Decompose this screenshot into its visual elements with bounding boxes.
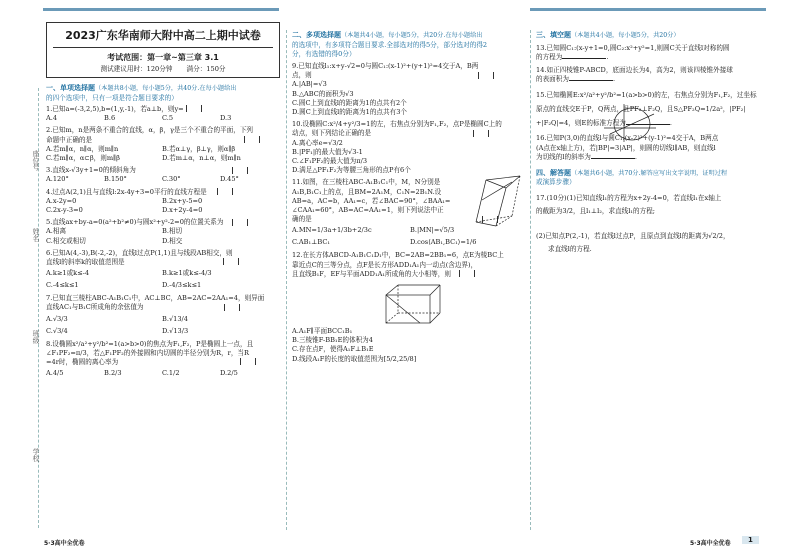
option-c[interactable]: C.圆C上到直线l的距离为1的点共有2个 <box>292 98 407 107</box>
footer-right-brand: 5·3高中全优卷 <box>690 540 731 547</box>
option-d[interactable]: D.相交 <box>162 236 183 245</box>
options-row <box>46 206 280 215</box>
question-line: 直线l的斜率k的取值范围是 <box>46 258 280 267</box>
option-d[interactable]: D.满足△PF₁F₂为等腰三角形的点P有6个 <box>292 166 411 175</box>
column-2 <box>292 30 526 364</box>
answer-bracket[interactable] <box>224 304 240 311</box>
question-line: 12.在长方体ABCD-A₁B₁C₁D₁中，BC=2AB=2BB₁=6，点E为棱BC上 <box>292 251 504 260</box>
option-a[interactable]: A.k≥1或k≤-4 <box>46 269 90 278</box>
question-line: 5.直线ax+by-a=0(a²+b²≠0)与圆x²+y²-2=0的位置关系为 <box>46 218 280 227</box>
answer-bracket[interactable] <box>244 136 260 143</box>
section-1-title: 一、单项选择题 <box>46 83 95 93</box>
question-17 <box>536 192 770 256</box>
question-8 <box>46 340 280 380</box>
section-3-heading <box>536 30 770 41</box>
section-4-note-1: （本题共6小题，共70分.解答应写出文字说明，证明过程 <box>571 169 728 177</box>
question-7 <box>46 294 280 336</box>
option-d[interactable]: D.45° <box>220 175 239 184</box>
option-b[interactable]: B.△ABC的面积为√3 <box>292 89 354 98</box>
option-c[interactable]: C.-4≤k≤1 <box>46 281 79 290</box>
question-2 <box>46 126 280 163</box>
question-line: 的截距为3/2，且l₁⊥l₂，求直线l₁的方程; <box>536 206 656 215</box>
question-6 <box>46 249 280 291</box>
question-line: 6.已知A(4,-3),B(-2,-2)，直线l过点P(1,1)且与线段AB相交，则 <box>46 248 233 257</box>
title-rule <box>53 47 273 48</box>
question-line: ∠CAA₁=60°，AB=AC=AA₁=1，则下列说法中正 <box>292 205 444 214</box>
section-4-note-2: 或演算步骤） <box>536 178 576 187</box>
option-a[interactable]: A.离心率e=√3/2 <box>292 138 343 147</box>
answer-bracket[interactable] <box>223 258 239 265</box>
exam-meta <box>47 65 279 74</box>
option-b[interactable]: B.|PF₁|的最大值为√3-1 <box>292 147 363 156</box>
options-row <box>46 367 280 379</box>
page-title: 2023广东华南师大附中高二上期中试卷 <box>65 29 261 42</box>
question-line: 动点，则下列结论正确的是 <box>292 129 526 138</box>
question-line: 3.直线x-√3y+1=0的倾斜角为 <box>46 166 280 175</box>
option-d[interactable]: D.若m⊥α，n⊥α，则m∥n <box>162 153 241 162</box>
question-14 <box>536 66 770 84</box>
option-d[interactable]: D.2/5 <box>220 369 238 378</box>
option-b[interactable]: B.√13/4 <box>162 314 188 323</box>
question-line: 16.已知P(3,0)的直线l与圆C₁:(x-2)²+(y-1)²=4交于A，B两点 <box>536 134 719 143</box>
option-b[interactable]: B.2x+y-5=0 <box>162 196 203 205</box>
question-line: 14.如正四棱锥P-ABCD，底面边长为4，高为2，则该四棱锥外接球 <box>536 65 733 74</box>
question-line: 17.(10分)(1)已知直线l₁的方程为x+2y-4=0，若直线l₁在x轴上 <box>536 193 722 202</box>
section-4-title: 四、解答题 <box>536 167 571 177</box>
section-4-heading <box>536 168 770 179</box>
question-13 <box>536 44 770 62</box>
option-b[interactable]: B.k≥1或k≤-4/3 <box>162 269 212 278</box>
option-c[interactable]: C.1/2 <box>162 369 180 378</box>
option-c[interactable]: C.30° <box>162 175 181 184</box>
column-divider-1 <box>286 30 287 530</box>
column-divider-2 <box>530 30 531 530</box>
option-a[interactable]: A.相离 <box>46 227 67 236</box>
footer-left-brand: 5·3高中全优卷 <box>44 540 85 547</box>
question-line: 9.已知直线l₁:x+y-√2=0与圆C₁:(x-1)²+(y+1)²=4交于A，B两 <box>292 61 479 70</box>
question-line: =4r时，椭圆的离心率为 <box>46 358 280 367</box>
option-a[interactable]: A.4/5 <box>46 369 64 378</box>
options-row <box>46 267 280 279</box>
class-label: 班级 <box>31 330 39 344</box>
options-row <box>46 154 280 163</box>
answer-bracket[interactable] <box>232 167 248 174</box>
question-line: (2)已知点P(2,-1)，若直线l过点P，且原点到直线l的距离为√2/2， <box>536 231 730 240</box>
page-number: 1 <box>742 536 759 544</box>
option-a[interactable]: A.MN=1/3a+1/3b+2/3c <box>292 226 372 235</box>
answer-blank[interactable] <box>562 58 606 59</box>
option-d[interactable]: D.√13/3 <box>162 326 189 335</box>
question-line: 求直线l的方程. <box>548 244 592 253</box>
seat-label: 座位号 <box>31 150 39 171</box>
section-1-note-2: 的四个选项中，只有一项是符合题目要求的） <box>46 93 178 102</box>
answer-bracket[interactable] <box>473 130 489 137</box>
section-3-note: （本题共4小题，每小题5分，共20分） <box>571 32 680 39</box>
section-2-title: 二、多项选择题 <box>292 30 341 39</box>
option-b[interactable]: B.2/3 <box>104 369 122 378</box>
question-3 <box>46 166 280 184</box>
question-line: 原点的直线交E于P，Q两点，且PF₂⊥F₂Q，且S△PF₂Q=1/2a²，|PF₂| <box>536 105 746 114</box>
question-line: 2.已知m，n是两条不重合的直线，α，β，γ是三个不重合的平面，下列 <box>46 126 254 135</box>
question-line: ∠F₁PF₂=π/3，若△F₁PF₂的外接圆和内切圆的半径分别为R，r，当R <box>46 348 249 357</box>
answer-bracket[interactable] <box>217 188 233 195</box>
question-line: 命题中正确的是 <box>46 136 280 145</box>
section-2-note-1: （本题共4小题，每小题5分，共20分.在每小题给出 <box>341 32 483 39</box>
option-b[interactable]: B.相切 <box>162 227 183 236</box>
question-10 <box>292 120 526 175</box>
school-label: 学校 <box>31 448 39 462</box>
options-row <box>46 197 280 206</box>
question-line: AB=a，AC=b，AA₁=c，若∠BAC=90°，∠BAA₁= <box>292 196 451 205</box>
prism-figure <box>468 170 528 228</box>
answer-bracket[interactable] <box>232 219 248 226</box>
question-1 <box>46 105 280 123</box>
option-b[interactable]: B.若α⊥γ，β⊥γ，则α∥β <box>162 144 236 153</box>
option-a[interactable]: A.120° <box>46 175 69 184</box>
question-9 <box>292 62 526 117</box>
option-c[interactable]: C.2x-y-3=0 <box>46 205 83 214</box>
answer-blank[interactable] <box>591 158 635 159</box>
section-1 <box>46 83 280 379</box>
header-bar-right <box>530 8 766 11</box>
section-3-title: 三、填空题 <box>536 30 571 39</box>
section-4 <box>536 168 770 256</box>
option-b[interactable]: B.三棱锥F-BB₁E的体积为4 <box>292 336 373 345</box>
question-16 <box>536 134 770 162</box>
answer-bracket[interactable] <box>478 72 494 79</box>
answer-space[interactable] <box>536 218 770 230</box>
section-1-note-1: （本题共8小题，每小题5分，共40分.在每小题给出 <box>95 85 237 93</box>
options-row <box>46 279 280 291</box>
question-line: A₁B,B₁C₁上的点，且BM=2A₁M，C₁N=2B₁N.设 <box>292 187 442 196</box>
option-d[interactable]: D.线段A₁F的长度的取值范围为[5/2,25/8] <box>292 354 417 363</box>
question-line: 的表面积为 . <box>536 75 616 84</box>
option-c[interactable]: C.相交或相切 <box>46 236 86 245</box>
question-line: 确的是 <box>292 215 526 224</box>
answer-blank[interactable] <box>569 80 613 81</box>
answer-bracket[interactable] <box>186 105 202 112</box>
question-11 <box>292 178 526 248</box>
options-row <box>46 175 280 184</box>
circle-figure <box>602 104 658 144</box>
question-line: 15.已知椭圆E:x²/a²+y²/b²=1(a>b>0)的左，右焦点分别为F₁,F₂，过坐标 <box>536 91 757 100</box>
options-row <box>46 227 280 236</box>
question-line: 的方程为 . <box>536 52 609 61</box>
options-row <box>292 236 526 248</box>
question-line: 7.已知直三棱柱ABC-A₁B₁C₁中，AC⊥BC，AB=2AC=2AA₁=4，则异面 <box>46 294 265 303</box>
question-line: +|F₂Q|=4，则E的标准方程为 . <box>536 119 672 128</box>
options-row <box>46 313 280 325</box>
question-line: (A点在x轴上方)，若|BP|=3|AP|，则圆的切线l∥AB，则直线l <box>536 143 716 152</box>
option-b[interactable]: B.6 <box>104 114 116 123</box>
question-line: 点，则 <box>292 71 526 80</box>
section-2-note-3: 分，有选错的得0分） <box>292 49 356 58</box>
section-2-note-2: 的选项中，有多项符合题目要求.全部选对的得5分，部分选对的得2 <box>292 40 488 49</box>
question-line: 且直线B₁F，EF与平面ADD₁A₁所成角的大小相等，则 <box>292 270 526 279</box>
question-4 <box>46 188 280 216</box>
exam-scope: 考试范围：第一章~第三章 3.1 <box>107 53 219 62</box>
option-d[interactable]: D.-4/3≤k≤1 <box>162 281 202 290</box>
options-row <box>46 114 280 123</box>
option-a[interactable]: A.若m∥α，n∥α，则m∥n <box>46 144 119 153</box>
option-c[interactable]: C.∠F₁PF₂的最大值为π/3 <box>292 156 368 165</box>
option-c[interactable]: C.√3/4 <box>46 326 68 335</box>
option-a[interactable]: A.|AB|=√3 <box>292 80 327 89</box>
question-line: 靠近点C的三等分点，点F是长方形ADD₁A₁内一动点(含边界)， <box>292 260 478 269</box>
option-a[interactable]: A.√3/3 <box>46 314 68 323</box>
section-1-heading <box>46 83 280 94</box>
answer-bracket[interactable] <box>240 358 256 365</box>
section-2-heading <box>292 30 526 41</box>
question-line: 为切线的l的斜率为 . <box>536 152 637 161</box>
question-line: 10.设椭圆C:x²/4+y²/3=1的左，右焦点分别为F₁,F₂，点P是椭圆C上的 <box>292 120 502 129</box>
question-line: 8.设椭圆x²/a²+y²/b²=1(a>b>0)的焦点为F₁,F₂，P是椭圆上一点，且 <box>46 339 254 348</box>
column-1 <box>46 22 280 379</box>
answer-bracket[interactable] <box>459 270 475 277</box>
question-line: 13.已知圆C₁:(x-y+1=0,圆C₂:x²+y²=1,则圆C关于直线l对称的圆 <box>536 43 730 52</box>
name-label: 姓名 <box>31 228 39 242</box>
header-bar-left <box>43 8 279 11</box>
option-b[interactable]: B.150° <box>104 175 127 184</box>
option-c[interactable]: C.存在点F，使得A₁F⊥B₁E <box>292 345 374 354</box>
question-line: 直线AC₁与B₁C所成角的余弦值为 <box>46 303 280 312</box>
question-line: 1.已知a=(-3,2,5),b=(1,y,-1)，若a⊥b，则y= <box>46 105 280 114</box>
options-row <box>46 145 280 154</box>
question-5 <box>46 218 280 246</box>
exam-score: 满分：150分 <box>186 65 226 73</box>
options-row <box>46 325 280 337</box>
exam-time: 测试建议用时：120分钟 <box>100 65 173 73</box>
options-row <box>46 237 280 246</box>
option-d[interactable]: D.cos⟨AB₁,BC₁⟩=1/6 <box>410 238 477 247</box>
option-b[interactable]: B.|MN|=√5/3 <box>410 226 455 235</box>
option-c[interactable]: C.AB₁⊥BC₁ <box>292 238 331 247</box>
option-d[interactable]: D.3 <box>220 114 232 123</box>
option-c[interactable]: C.5 <box>162 114 174 123</box>
question-line: 4.过点A(2,1)且与直线l:2x-4y+3=0平行的直线方程是 <box>46 188 280 197</box>
option-a[interactable]: A.A₁F∥平面BCC₁B₁ <box>292 326 353 335</box>
question-12 <box>292 251 526 363</box>
option-a[interactable]: A.4 <box>46 114 58 123</box>
option-d[interactable]: D.x+2y-4=0 <box>162 205 203 214</box>
option-a[interactable]: A.x-2y=0 <box>46 196 77 205</box>
column-3 <box>536 30 770 256</box>
option-d[interactable]: D.圆C上到直线l的距离为1的点共有3个 <box>292 107 408 116</box>
cuboid-figure <box>380 281 444 327</box>
option-c[interactable]: C.若m∥α，α⊂β，则m∥β <box>46 153 120 162</box>
question-line: 11.如图，在三棱柱ABC-A₁B₁C₁中，M，N分别是 <box>292 178 441 187</box>
title-box <box>46 22 280 78</box>
